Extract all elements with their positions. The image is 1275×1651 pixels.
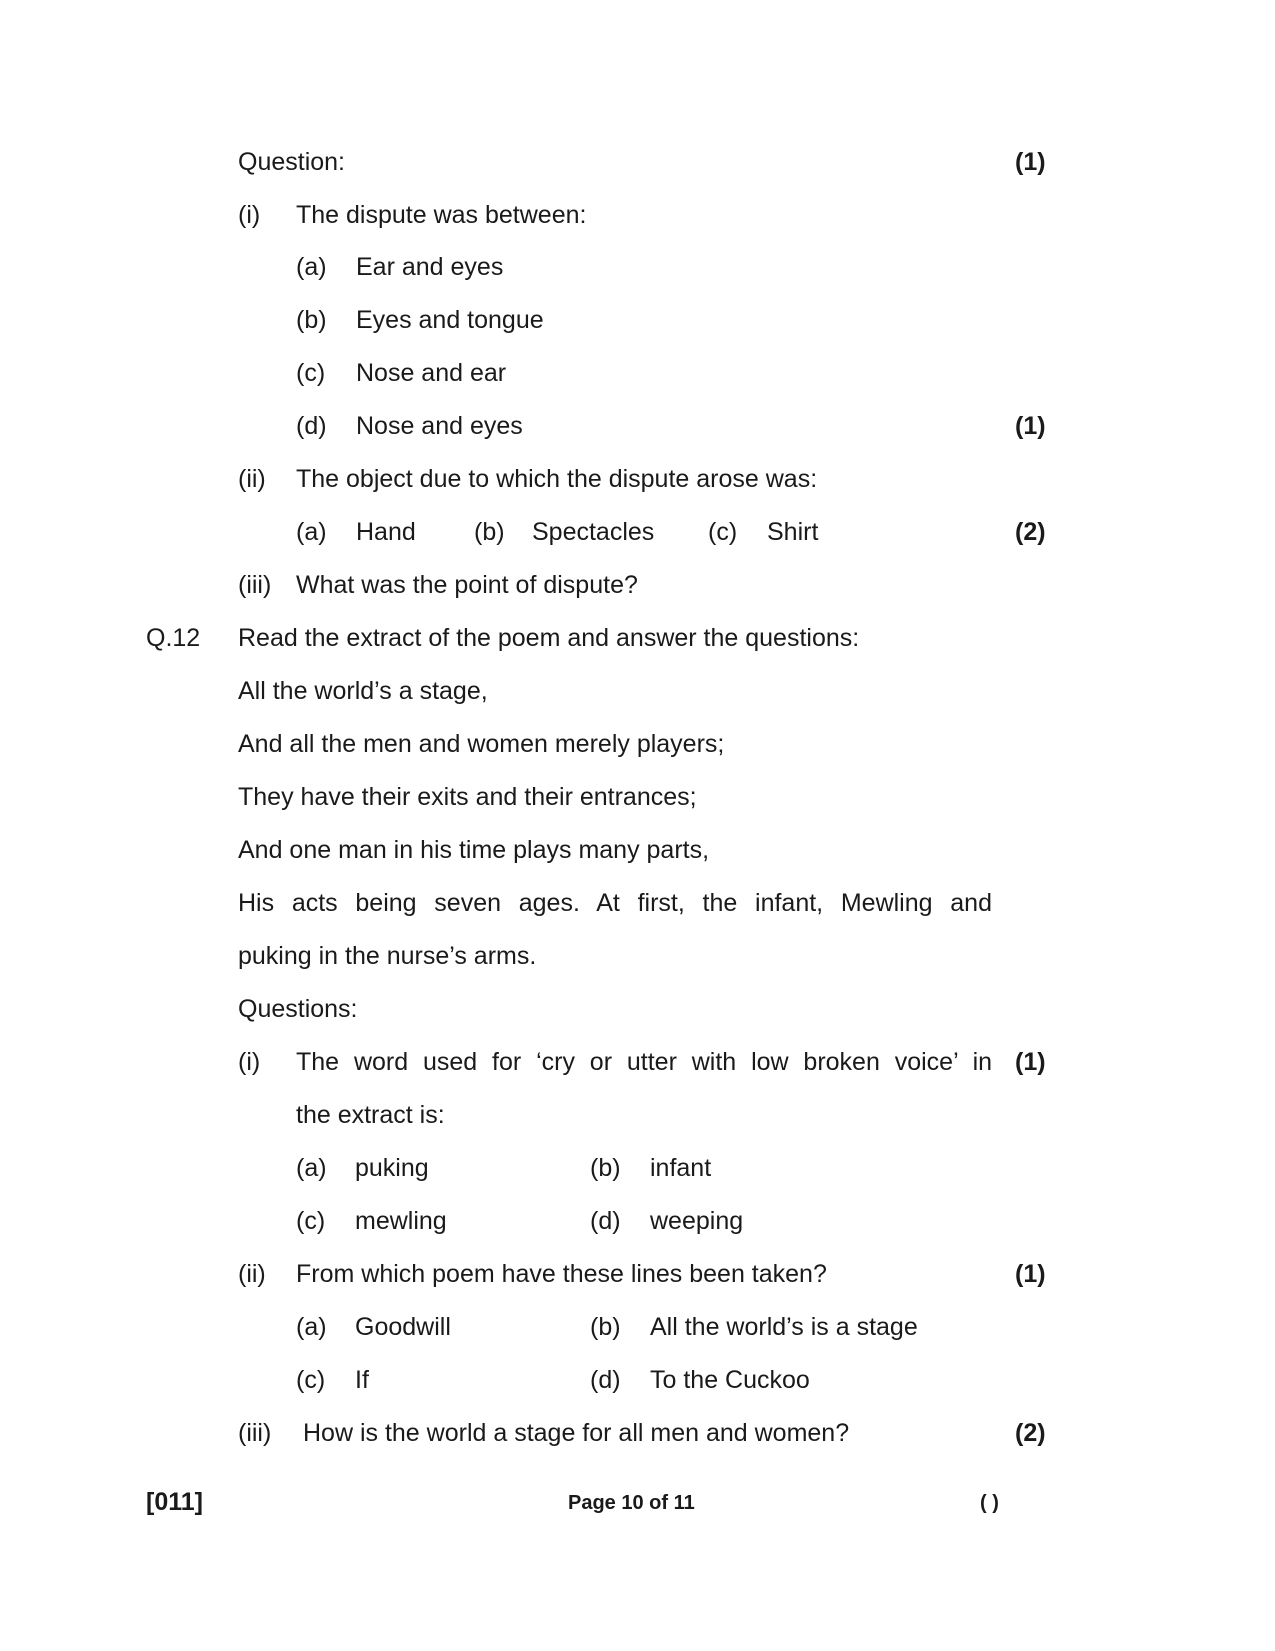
q11-i-marks: (1) (1015, 412, 1046, 440)
option-label: (c) (296, 1207, 326, 1235)
poem-line-justified: His acts being seven ages. At first, the infant, Mewling and (238, 889, 992, 917)
poem-line: And all the men and women merely players; (238, 730, 725, 758)
poem-line: puking in the nurse’s arms. (238, 942, 537, 970)
option-label: (a) (296, 1313, 327, 1341)
questions-heading: Questions: (238, 995, 358, 1023)
option-text: weeping (650, 1207, 744, 1235)
option-label: (b) (296, 306, 327, 334)
option-text: To the Cuckoo (650, 1366, 810, 1394)
q11-i-text: The dispute was between: (296, 201, 587, 229)
q12-ii-marks: (1) (1015, 1260, 1046, 1288)
q12-instruction: Read the extract of the poem and answer the questions: (238, 624, 860, 652)
q12-i-text: The word used for ‘cry or utter with low broken voice’ in (296, 1048, 993, 1076)
q11-i-number: (i) (238, 201, 261, 229)
option-text: All the world’s is a stage (650, 1313, 918, 1341)
q12-iii-number: (iii) (238, 1419, 272, 1447)
option-label: (a) (296, 518, 327, 546)
q12-ii-number: (ii) (238, 1260, 266, 1288)
option-text: Nose and ear (356, 359, 507, 387)
footer-bracket: ( ) (980, 1492, 999, 1514)
q11-ii-number: (ii) (238, 465, 266, 493)
poem-line: They have their exits and their entrances; (238, 783, 697, 811)
option-text: infant (650, 1154, 712, 1182)
q11-heading-marks: (1) (1015, 148, 1046, 176)
option-text: puking (355, 1154, 429, 1182)
q11-iii-text: What was the point of dispute? (296, 571, 638, 599)
option-text: Eyes and tongue (356, 306, 544, 334)
page-number: Page 10 of 11 (568, 1492, 695, 1514)
option-text: Goodwill (355, 1313, 451, 1341)
q12-iii-marks: (2) (1015, 1419, 1046, 1447)
q12-ii-text: From which poem have these lines been taken? (296, 1260, 827, 1288)
q11-ii-text: The object due to which the dispute arose was: (296, 465, 818, 493)
q12-iii-text: How is the world a stage for all men and women? (303, 1419, 850, 1447)
option-text: mewling (355, 1207, 447, 1235)
q11-ii-marks: (2) (1015, 518, 1046, 546)
option-label: (a) (296, 1154, 327, 1182)
option-text: If (355, 1366, 369, 1394)
option-text: Hand (356, 518, 416, 546)
option-text: Shirt (767, 518, 819, 546)
q12-i-marks: (1) (1015, 1048, 1046, 1076)
q12-number: Q.12 (146, 624, 201, 652)
q11-iii-number: (iii) (238, 571, 272, 599)
q12-i-continuation: the extract is: (296, 1101, 445, 1129)
option-text: Ear and eyes (356, 253, 504, 281)
q12-i-number: (i) (238, 1048, 261, 1076)
option-label: (b) (590, 1154, 621, 1182)
option-label: (a) (296, 253, 327, 281)
option-label: (d) (590, 1207, 621, 1235)
option-label: (c) (708, 518, 738, 546)
paper-code: [011] (146, 1488, 203, 1516)
option-label: (c) (296, 1366, 326, 1394)
option-label: (d) (296, 412, 327, 440)
option-label: (b) (474, 518, 505, 546)
option-label: (c) (296, 359, 326, 387)
poem-line: All the world’s a stage, (238, 677, 488, 705)
option-label: (d) (590, 1366, 621, 1394)
poem-line: And one man in his time plays many parts, (238, 836, 710, 864)
option-text: Nose and eyes (356, 412, 523, 440)
option-label: (b) (590, 1313, 621, 1341)
option-text: Spectacles (532, 518, 655, 546)
q11-heading: Question: (238, 148, 346, 176)
